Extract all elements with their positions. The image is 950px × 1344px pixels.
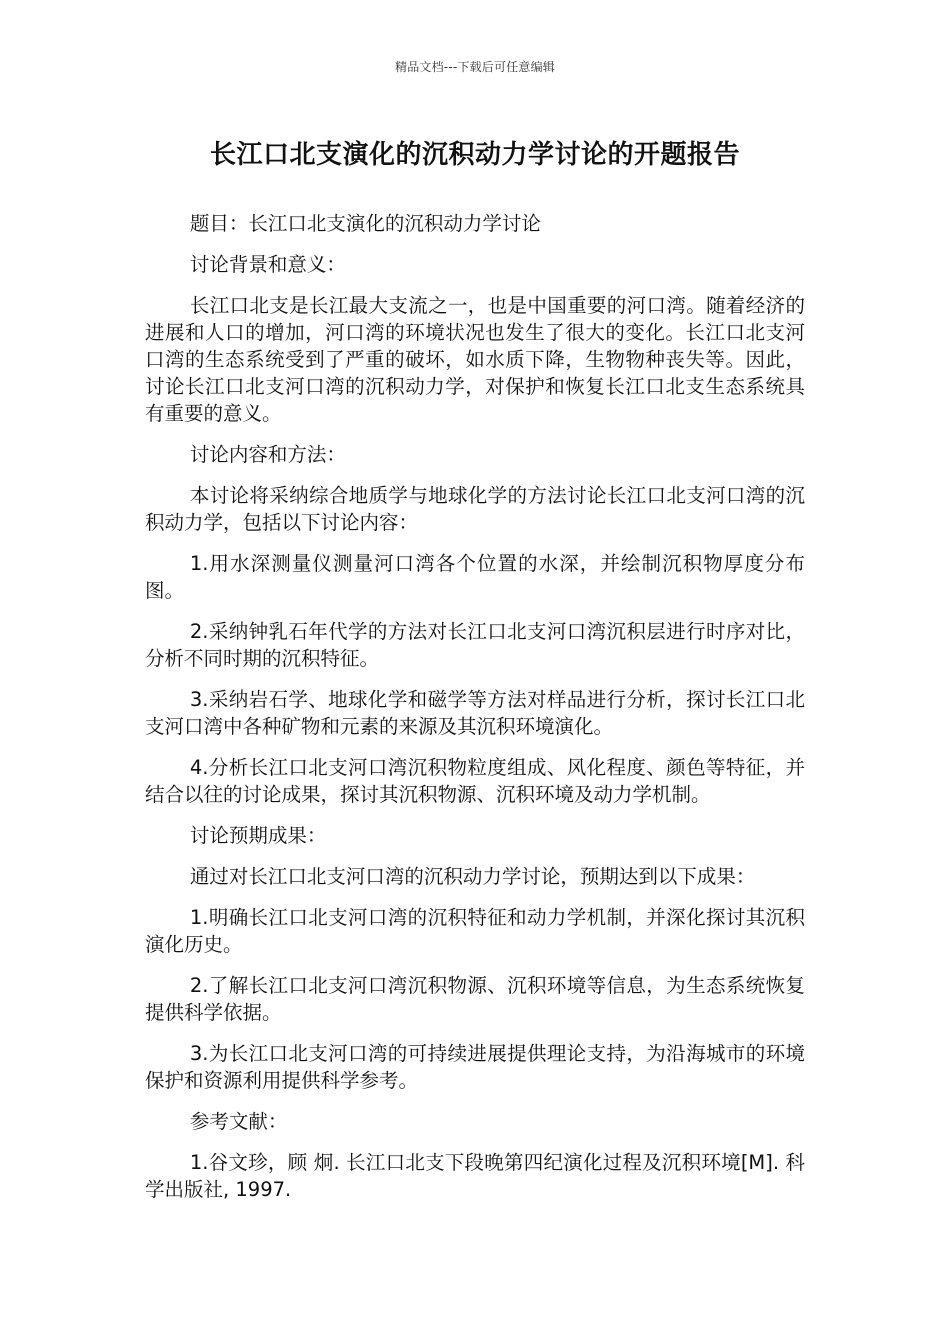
background-paragraph: 长江口北支是长江最大支流之一，也是中国重要的河口湾。随着经济的进展和人口的增加，河口湾的环境状况也发生了很大的变化。长江口北支河口湾的生态系统受到了严重的破坏，如水质下降，生物物种丧失等。因此，讨论长江口北支河口湾的沉积动力学，对保护和恢复长江口北支生态系统具有重要的意义。 <box>145 294 805 425</box>
method-item-1: 1.用水深测量仪测量河口湾各个位置的水深，并绘制沉积物厚度分布图。 <box>145 552 805 602</box>
result-item-1: 1.明确长江口北支河口湾的沉积特征和动力学机制，并深化探讨其沉积演化历史。 <box>145 906 805 956</box>
result-item-3: 3.为长江口北支河口湾的可持续进展提供理论支持，为沿海城市的环境保护和资源利用提供科学参考。 <box>145 1042 805 1092</box>
section-heading-references: 参考文献： <box>189 1110 288 1133</box>
document-title: 长江口北支演化的沉积动力学讨论的开题报告 <box>209 140 740 170</box>
results-intro-paragraph: 通过对长江口北支河口湾的沉积动力学讨论，预期达到以下成果： <box>189 865 756 888</box>
section-heading-results: 讨论预期成果： <box>189 824 327 847</box>
document-body <box>145 210 805 1217</box>
reference-item-1: 1.谷文珍，顾 炯. 长江口北支下段晚第四纪演化过程及沉积环境[M]. 科学出版社, 1997. <box>145 1151 805 1201</box>
section-heading-methods: 讨论内容和方法： <box>189 443 346 466</box>
section-heading-background: 讨论背景和意义： <box>189 253 346 276</box>
method-item-2: 2.采纳钟乳石年代学的方法对长江口北支河口湾沉积层进行时序对比，分析不同时期的沉积特征。 <box>145 620 805 670</box>
result-item-2: 2.了解长江口北支河口湾沉积物源、沉积环境等信息，为生态系统恢复提供科学依据。 <box>145 974 805 1024</box>
methods-intro-paragraph: 本讨论将采纳综合地质学与地球化学的方法讨论长江口北支河口湾的沉积动力学，包括以下讨论内容： <box>145 484 805 534</box>
method-item-4: 4.分析长江口北支河口湾沉积物粒度组成、风化程度、颜色等特征，并结合以往的讨论成果，探讨其沉积物源、沉积环境及动力学机制。 <box>145 756 805 806</box>
method-item-3: 3.采纳岩石学、地球化学和磁学等方法对样品进行分析，探讨长江口北支河口湾中各种矿物和元素的来源及其沉积环境演化。 <box>145 688 805 738</box>
header-note: 精品文档---下载后可任意编辑 <box>395 60 555 74</box>
topic-line: 题目：长江口北支演化的沉积动力学讨论 <box>189 212 541 235</box>
